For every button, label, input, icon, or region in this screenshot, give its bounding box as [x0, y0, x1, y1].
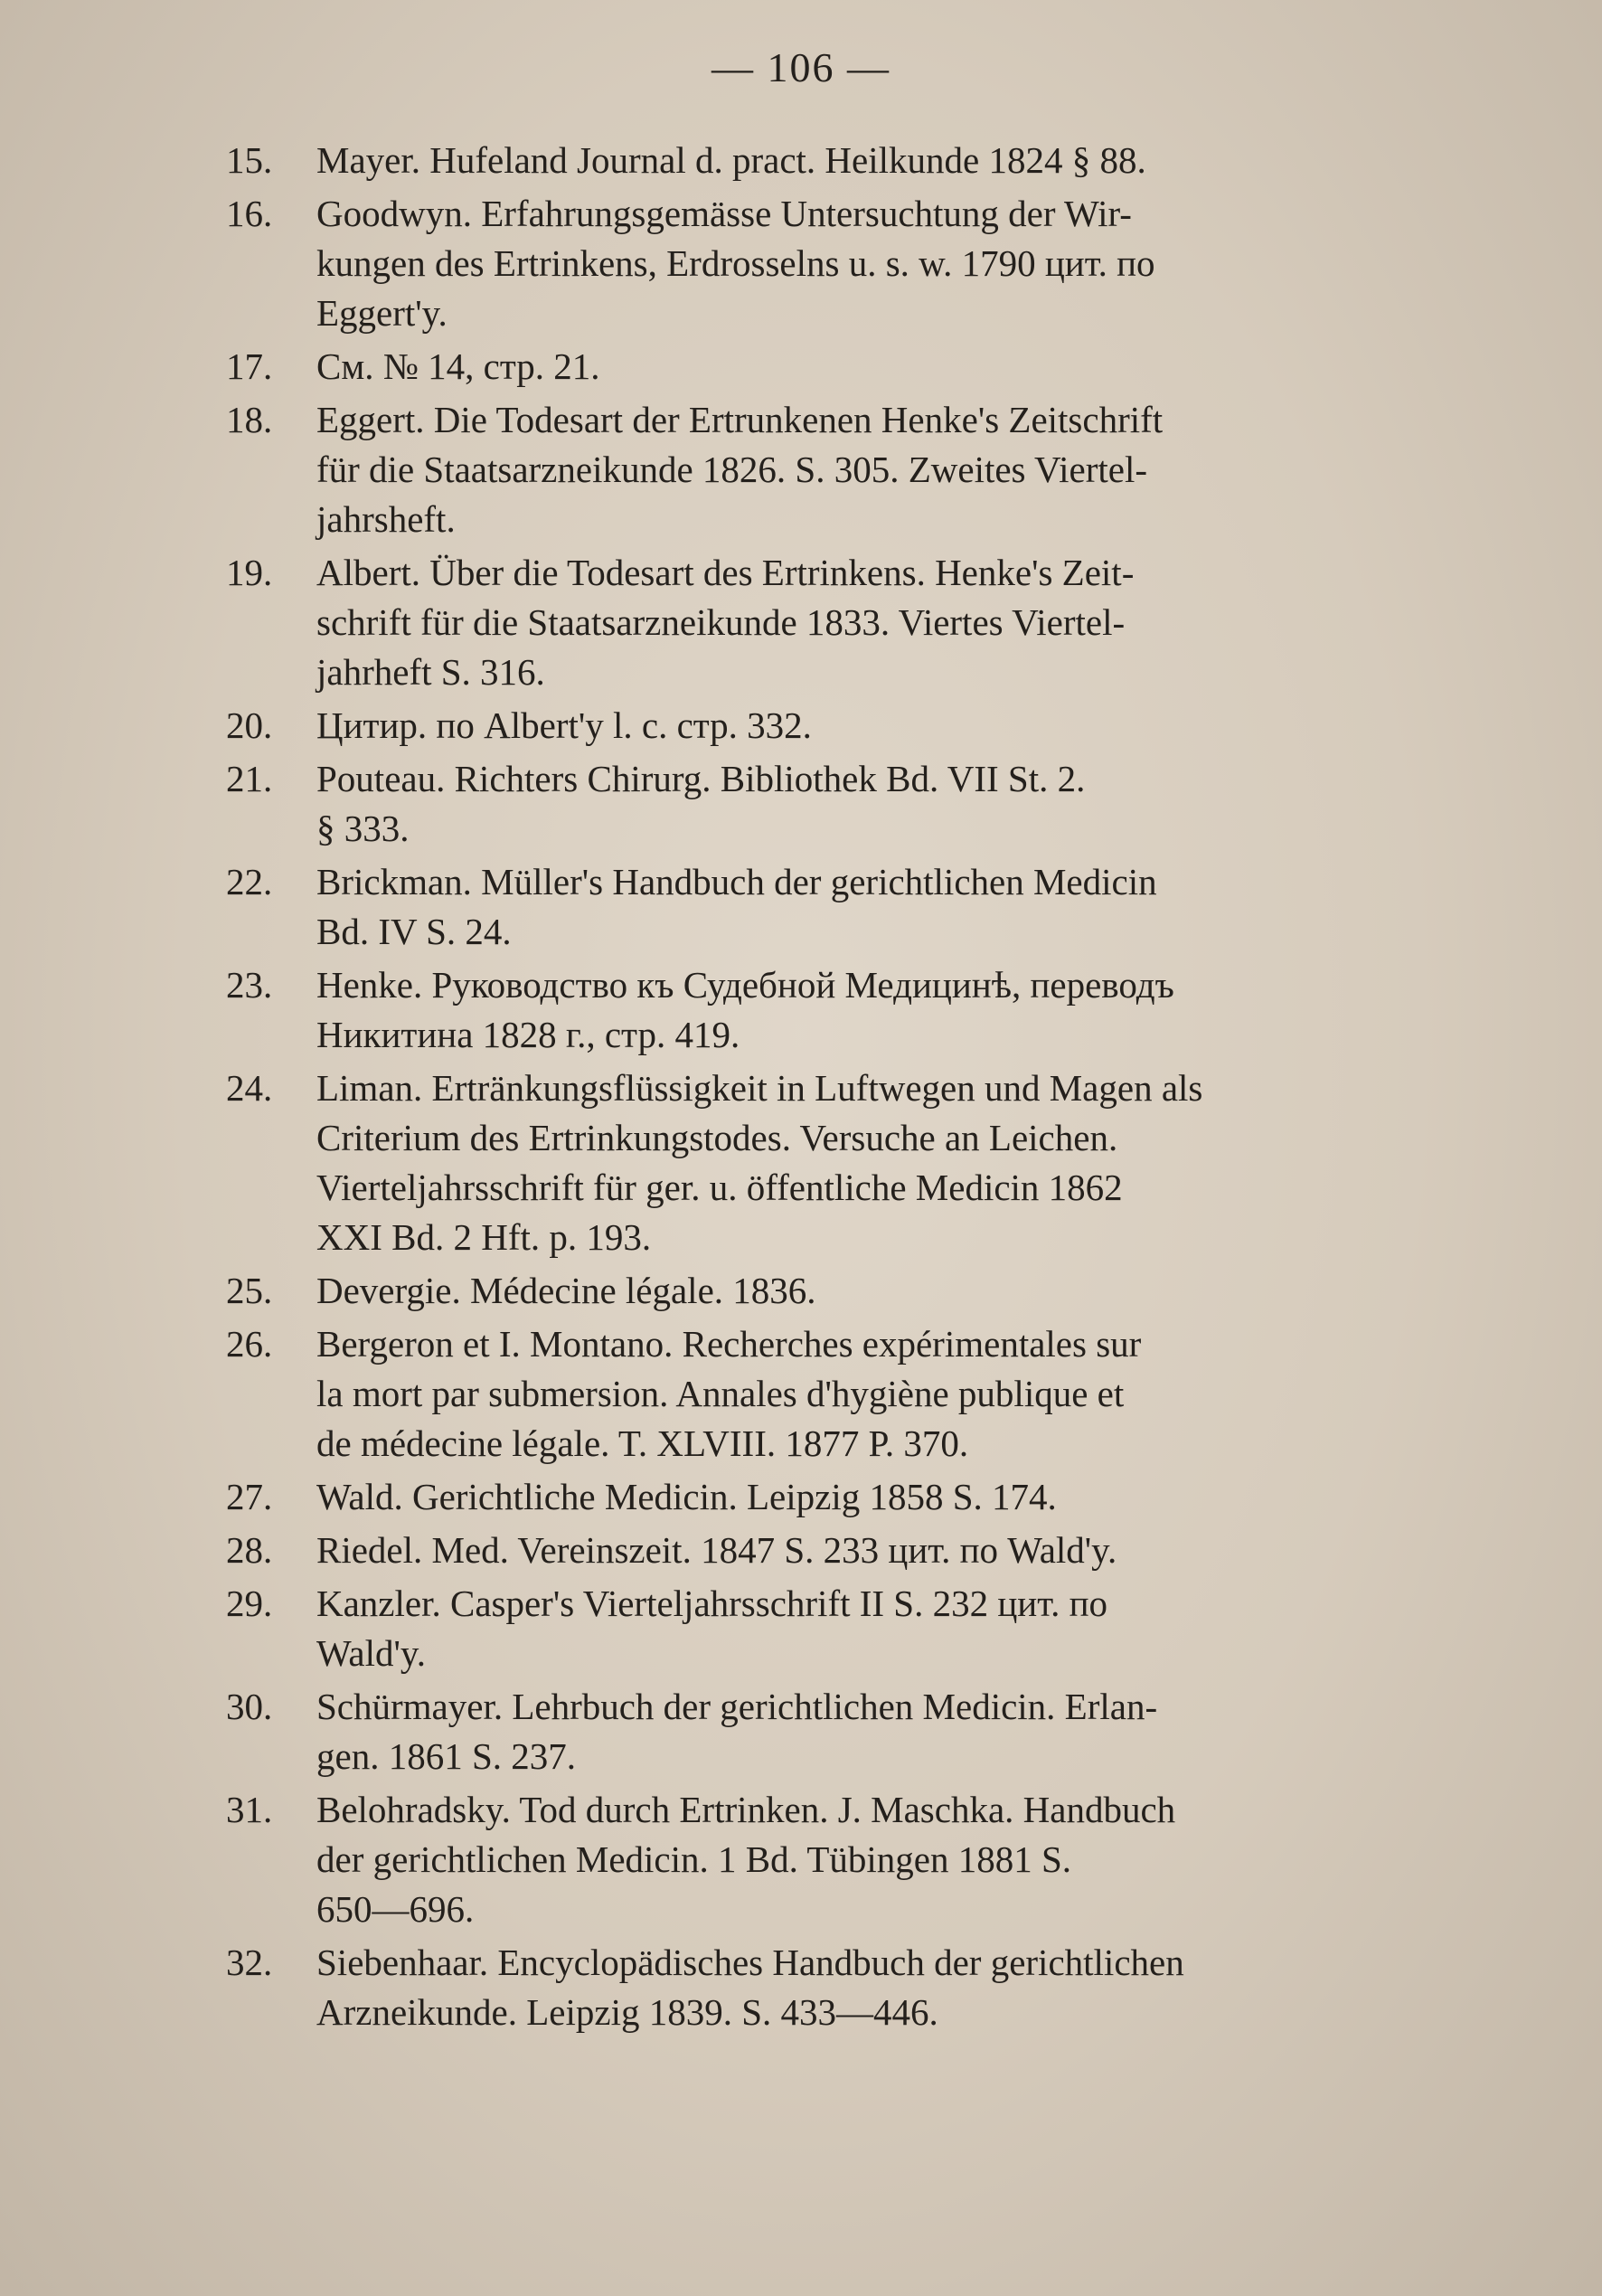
reference-text: Kanzler. Casper's Vierteljahrsschrift II S. 232 цит. по Wald'y.	[316, 1583, 1108, 1674]
reference-text: Wald. Gerichtliche Medicin. Leipzig 1858 S. 174.	[316, 1476, 1057, 1517]
reference-number: 32.	[226, 1942, 273, 1983]
reference-number: 29.	[226, 1583, 273, 1624]
reference-item	[226, 857, 1528, 957]
reference-item	[226, 701, 1528, 751]
reference-item	[226, 1063, 1528, 1262]
reference-number: 23.	[226, 964, 273, 1006]
reference-text: Siebenhaar. Encyclopädisches Handbuch der gerichtlichen Arzneikunde. Leipzig 1839. S. 433—446.	[316, 1942, 1184, 2033]
reference-text: Bergeron et I. Montano. Recherches expérimentales sur la mort par submersion. Annales d'hygiène publique et de médecine légale. T. XLVIII. 1877 P. 370.	[316, 1323, 1142, 1464]
reference-number: 17.	[226, 345, 273, 387]
reference-text: Liman. Ertränkungsflüssigkeit in Luftwegen und Magen als Criterium des Ertrinkungstodes. Versuche an Leichen. Vierteljahrsschrift für ger. u. öffentliche Medicin 1862 XXI Bd. 2 Hft. p. 193.	[316, 1067, 1203, 1258]
reference-item	[226, 960, 1528, 1060]
reference-text: Brickman. Müller's Handbuch der gerichtlichen Medicin Bd. IV S. 24.	[316, 861, 1157, 952]
reference-text: Belohradsky. Tod durch Ertrinken. J. Maschka. Handbuch der gerichtlichen Medicin. 1 Bd. Tübingen 1881 S. 650—696.	[316, 1789, 1176, 1930]
reference-number: 26.	[226, 1323, 273, 1365]
reference-item	[226, 1266, 1528, 1316]
reference-text: Goodwyn. Erfahrungsgemässe Untersuchtung der Wir- kungen des Ertrinkens, Erdrosselns u. s. w. 1790 цит. по Eggert'y.	[316, 193, 1155, 334]
reference-number: 19.	[226, 552, 273, 593]
reference-number: 27.	[226, 1476, 273, 1517]
reference-item	[226, 1785, 1528, 1934]
reference-text: Riedel. Med. Vereinszeit. 1847 S. 233 цит. по Wald'y.	[316, 1529, 1117, 1571]
reference-number: 24.	[226, 1067, 273, 1109]
reference-item	[226, 1579, 1528, 1678]
reference-item	[226, 1682, 1528, 1781]
reference-list	[226, 136, 1528, 2041]
reference-item	[226, 1526, 1528, 1575]
reference-number: 20.	[226, 704, 273, 746]
reference-text: Mayer. Hufeland Journal d. pract. Heilkunde 1824 § 88.	[316, 139, 1146, 181]
reference-number: 31.	[226, 1789, 273, 1830]
reference-number: 15.	[226, 139, 273, 181]
reference-item	[226, 754, 1528, 854]
page-number: — 106 —	[711, 44, 891, 90]
reference-number: 18.	[226, 399, 273, 440]
reference-text: Henke. Руководство къ Судебной Медицинѣ, переводъ Никитина 1828 г., стр. 419.	[316, 964, 1174, 1055]
reference-number: 25.	[226, 1270, 273, 1311]
reference-text: Eggert. Die Todesart der Ertrunkenen Henke's Zeitschrift für die Staatsarzneikunde 1826. S. 305. Zweites Viertel- jahrsheft.	[316, 399, 1164, 540]
reference-text: Devergie. Médecine légale. 1836.	[316, 1270, 816, 1311]
reference-item	[226, 136, 1528, 185]
reference-item	[226, 548, 1528, 697]
reference-text: Pouteau. Richters Chirurg. Bibliothek Bd. VII St. 2. § 333.	[316, 758, 1086, 849]
reference-item	[226, 189, 1528, 338]
reference-item	[226, 1938, 1528, 2037]
reference-number: 30.	[226, 1686, 273, 1727]
reference-number: 28.	[226, 1529, 273, 1571]
reference-number: 16.	[226, 193, 273, 234]
reference-item	[226, 1472, 1528, 1522]
reference-text: Albert. Über die Todesart des Ertrinkens. Henke's Zeit- schrift für die Staatsarzneikunde 1833. Viertes Viertel- jahrheft S. 316.	[316, 552, 1135, 693]
reference-number: 21.	[226, 758, 273, 799]
reference-number: 22.	[226, 861, 273, 902]
reference-item	[226, 395, 1528, 544]
reference-item	[226, 342, 1528, 392]
reference-text: Schürmayer. Lehrbuch der gerichtlichen Medicin. Erlan- gen. 1861 S. 237.	[316, 1686, 1158, 1777]
reference-item	[226, 1319, 1528, 1469]
reference-text: Цитир. по Albert'y l. c. стр. 332.	[316, 704, 812, 746]
reference-text: См. № 14, стр. 21.	[316, 345, 600, 387]
